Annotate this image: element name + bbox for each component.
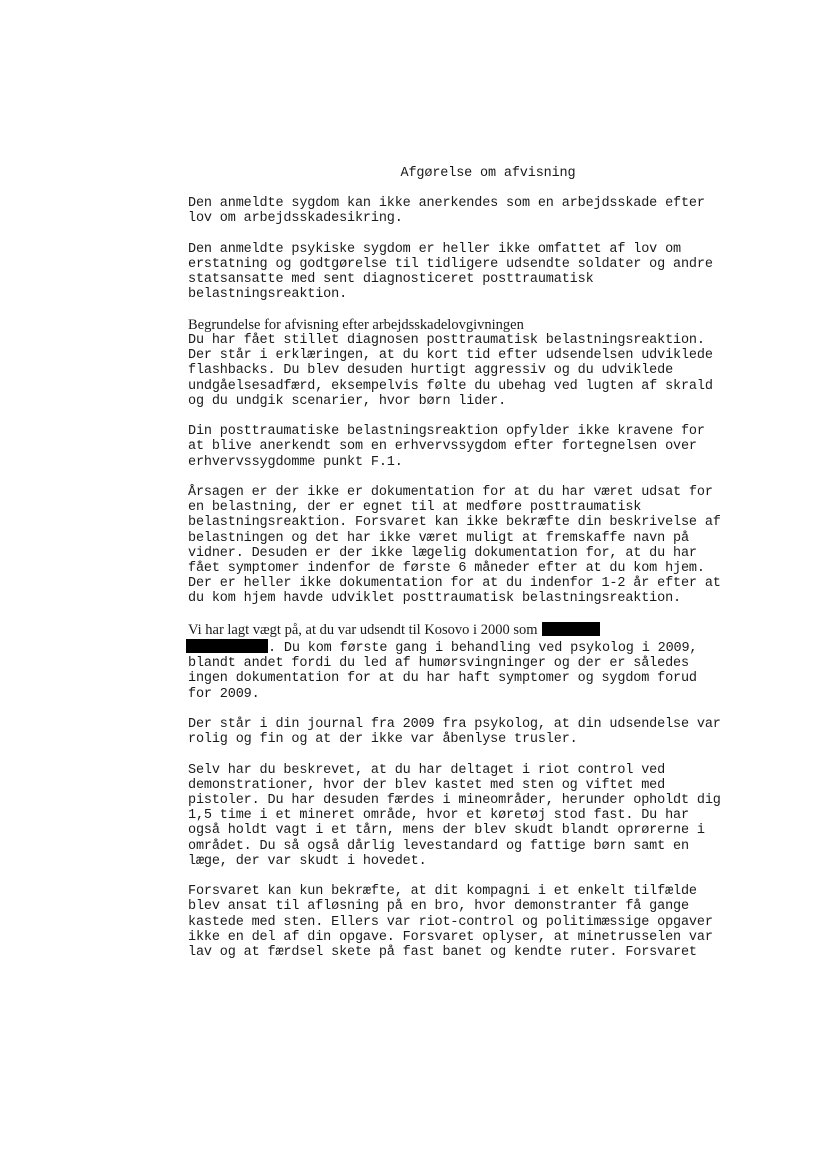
paragraph-diagnosis: Du har fået stillet diagnosen posttraumatisk belastningsreaktion. Der står i erklæringen, at du kort tid efter udsendelsen udviklede flashbacks. Du blev desuden hurtigt aggressiv og du udviklede undgåelsesadfærd, eksempelvis følte du ubehag ved lugten af skrald og du undgik scenarier, hvor børn lider. [188,333,713,409]
paragraph-not-covered: Den anmeldte psykiske sygdom er heller ikke omfattet af lov om erstatning og godtgørelse til tidligere udsendte soldater og andre statsansatte med sent diagnosticeret posttraumatisk belastningsreaktion. [188,241,713,303]
paragraph-journal: Der står i din journal fra 2009 fra psykolog, at din udsendelse var rolig og fin og at der ikke var åbenlyse trusler. [188,717,721,748]
redaction-box [186,639,268,653]
paragraph-emphasis-start: Vi har lagt vægt på, at du var udsendt til Kosovo i 2000 som [188,621,538,638]
redaction-box [542,622,600,636]
page-title: Afgørelse om afvisning [400,166,576,181]
paragraph-military-confirmation: Forsvaret kan kun bekræfte, at dit kompagni i et enkelt tilfælde blev ansat til afløsning på en bro, hvor demonstranter få gange kastede med sten. Ellers var riot-control og politimæssige opgaver ikke en del af din opgave. Forsvaret oplyser, at minetrusselen var lav og at færdsel skete på fast banet og kendte ruter. Forsvaret [188,884,713,961]
paragraph-decision: Den anmeldte sygdom kan ikke anerkendes som en arbejdsskade efter lov om arbejdsskadesikring. [188,196,705,227]
section-justification [188,318,768,409]
paragraph-emphasis-rest: . Du kom første gang i behandling ved psykolog i 2009, blandt andet fordi du led af humørsvingninger og der er således ingen dokumentation for at du har haft symptomer og sygdom forud for 2009. [188,641,698,702]
paragraph-reason: Årsagen er der ikke er dokumentation for at du har været udsat for en belastning, der er egnet til at medføre posttraumatisk belastningsreaktion. Forsvaret kan ikke bekræfte din beskrivelse af belastningen og det har ikke været muligt at fremskaffe navn på vidner. Desuden er der ikke lægelig dokumentation for, at du har fået symptomer indenfor de første 6 måneder efter at du kom hjem. Der er heller ikke dokumentation for at du indenfor 1-2 år efter at du kom hjem havde udviklet posttraumatisk belastningsreaktion. [188,485,721,607]
paragraph-emphasis [188,622,768,702]
paragraph-requirements: Din posttraumatiske belastningsreaktion opfylder ikke kravene for at blive anerkendt som en erhvervssygdom efter fortegnelsen over erhvervssygdomme punkt F.1. [188,424,705,470]
section-heading: Begrundelse for afvisning efter arbejdsskadelovgivningen [188,316,524,333]
letter-page [188,166,768,975]
paragraph-own-description: Selv har du beskrevet, at du har deltaget i riot control ved demonstrationer, hvor der blev kastet med sten og viftet med pistoler. Du har desuden færdes i mineområder, herunder opholdt dig 1,5 time i et mineret område, hvor et køretøj stod fast. Du har også holdt vagt i et tårn, mens der blev skudt blandt oprørerne i området. Du så også dårlig levestandard og fattige børn samt en læge, der var skudt i hovedet. [188,762,721,869]
